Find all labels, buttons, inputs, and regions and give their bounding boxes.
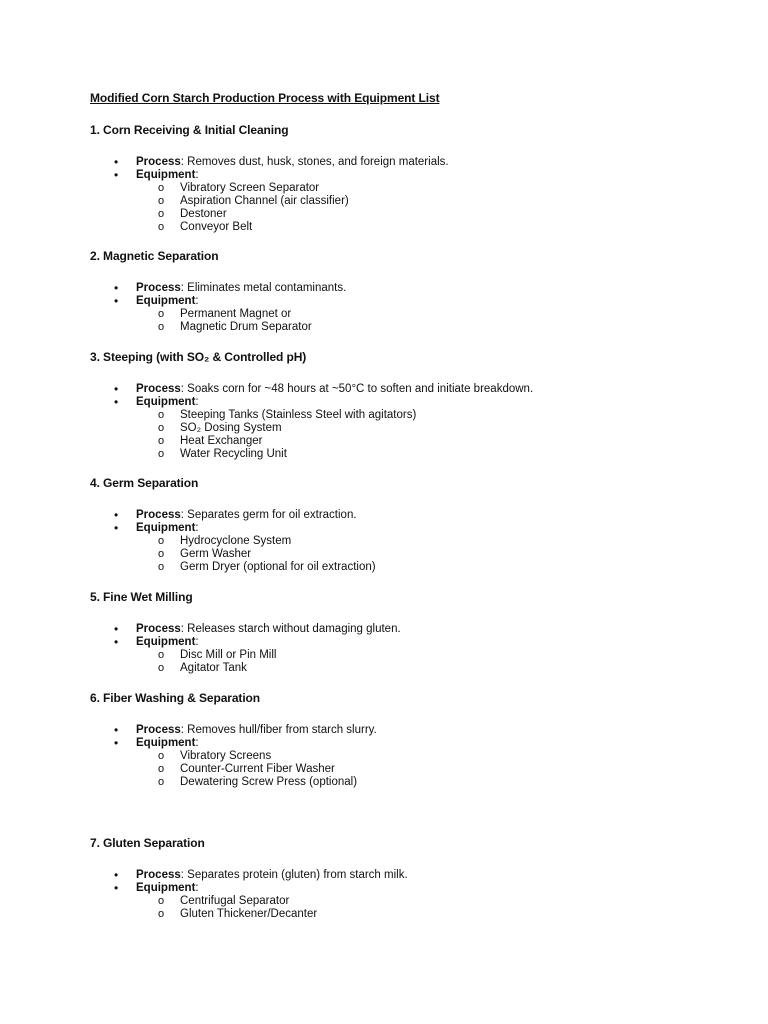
section-heading: 1. Corn Receiving & Initial Cleaning xyxy=(90,123,289,137)
equipment-name: Water Recycling Unit xyxy=(180,448,287,460)
equipment-name: Agitator Tank xyxy=(180,662,247,674)
equipment-list-item xyxy=(90,321,690,334)
circle-bullet-icon: o xyxy=(158,662,165,674)
section-6 xyxy=(90,692,690,789)
bullet-icon: • xyxy=(114,294,119,308)
section-heading: 6. Fiber Washing & Separation xyxy=(90,691,261,705)
bullet-icon: • xyxy=(114,736,119,750)
equipment-list-item xyxy=(90,548,690,561)
equipment-label: Equipment xyxy=(136,295,196,307)
process-item xyxy=(90,869,690,882)
circle-bullet-icon: o xyxy=(158,763,165,775)
section-heading: 3. Steeping (with SO₂ & Controlled pH) xyxy=(90,350,307,364)
circle-bullet-icon: o xyxy=(158,776,165,788)
equipment-colon: : xyxy=(195,882,199,894)
bullet-icon: • xyxy=(114,168,119,182)
section-5 xyxy=(90,591,690,675)
equipment-name: Gluten Thickener/Decanter xyxy=(180,908,318,920)
equipment-item xyxy=(90,169,690,182)
bullet-icon: • xyxy=(114,521,119,535)
equipment-colon: : xyxy=(195,295,199,307)
process-text: : Releases starch without damaging gluten. xyxy=(180,623,401,635)
circle-bullet-icon: o xyxy=(158,422,165,434)
equipment-item xyxy=(90,737,690,750)
circle-bullet-icon: o xyxy=(158,435,165,447)
process-text: : Removes dust, husk, stones, and foreign materials. xyxy=(180,156,449,168)
circle-bullet-icon: o xyxy=(158,208,165,220)
equipment-name: Permanent Magnet or xyxy=(180,308,292,320)
equipment-item xyxy=(90,396,690,409)
equipment-colon: : xyxy=(195,169,199,181)
process-label: Process xyxy=(136,156,181,168)
process-text: : Separates protein (gluten) from starch milk. xyxy=(180,869,408,881)
process-text: : Removes hull/fiber from starch slurry. xyxy=(180,724,377,736)
process-item xyxy=(90,282,690,295)
equipment-list-item xyxy=(90,435,690,448)
equipment-name: Germ Dryer (optional for oil extraction) xyxy=(180,561,376,573)
process-label: Process xyxy=(136,869,181,881)
equipment-list-item xyxy=(90,208,690,221)
section-heading: 7. Gluten Separation xyxy=(90,836,205,850)
equipment-name: Hydrocyclone System xyxy=(180,535,292,547)
circle-bullet-icon: o xyxy=(158,448,165,460)
equipment-list-item xyxy=(90,662,690,675)
equipment-name: Aspiration Channel (air classifier) xyxy=(180,195,349,207)
equipment-colon: : xyxy=(195,636,199,648)
process-text: : Eliminates metal contaminants. xyxy=(180,282,347,294)
equipment-item xyxy=(90,882,690,895)
equipment-list-item xyxy=(90,409,690,422)
circle-bullet-icon: o xyxy=(158,182,165,194)
equipment-list-item xyxy=(90,908,690,921)
document-title: Modified Corn Starch Production Process with Equipment List xyxy=(90,91,440,105)
equipment-list-item xyxy=(90,182,690,195)
bullet-icon: • xyxy=(114,281,119,295)
equipment-list-item xyxy=(90,448,690,461)
equipment-name: Magnetic Drum Separator xyxy=(180,321,312,333)
process-text: : Soaks corn for ~48 hours at ~50°C to soften and initiate breakdown. xyxy=(180,383,534,395)
circle-bullet-icon: o xyxy=(158,321,165,333)
section-2 xyxy=(90,250,690,334)
equipment-label: Equipment xyxy=(136,737,196,749)
circle-bullet-icon: o xyxy=(158,908,165,920)
bullet-icon: • xyxy=(114,508,119,522)
circle-bullet-icon: o xyxy=(158,750,165,762)
circle-bullet-icon: o xyxy=(158,649,165,661)
circle-bullet-icon: o xyxy=(158,308,165,320)
bullet-icon: • xyxy=(114,881,119,895)
equipment-name: Vibratory Screen Separator xyxy=(180,182,320,194)
process-item xyxy=(90,156,690,169)
equipment-name: Steeping Tanks (Stainless Steel with agitators) xyxy=(180,409,417,421)
equipment-label: Equipment xyxy=(136,396,196,408)
equipment-list-item xyxy=(90,776,690,789)
process-label: Process xyxy=(136,724,181,736)
equipment-colon: : xyxy=(195,396,199,408)
equipment-item xyxy=(90,295,690,308)
circle-bullet-icon: o xyxy=(158,195,165,207)
circle-bullet-icon: o xyxy=(158,548,165,560)
process-item xyxy=(90,724,690,737)
process-item xyxy=(90,623,690,636)
process-label: Process xyxy=(136,623,181,635)
equipment-list-item xyxy=(90,195,690,208)
equipment-name: Heat Exchanger xyxy=(180,435,263,447)
equipment-list-item xyxy=(90,895,690,908)
section-heading: 2. Magnetic Separation xyxy=(90,249,219,263)
equipment-list-item xyxy=(90,750,690,763)
equipment-label: Equipment xyxy=(136,636,196,648)
bullet-icon: • xyxy=(114,868,119,882)
circle-bullet-icon: o xyxy=(158,409,165,421)
equipment-name: Conveyor Belt xyxy=(180,221,253,233)
equipment-list-item xyxy=(90,535,690,548)
circle-bullet-icon: o xyxy=(158,535,165,547)
equipment-list-item xyxy=(90,422,690,435)
equipment-item xyxy=(90,636,690,649)
process-item xyxy=(90,383,690,396)
equipment-name: Centrifugal Separator xyxy=(180,895,290,907)
equipment-list-item xyxy=(90,221,690,234)
process-label: Process xyxy=(136,383,181,395)
process-text: : Separates germ for oil extraction. xyxy=(180,509,357,521)
equipment-name: Counter-Current Fiber Washer xyxy=(180,763,335,775)
bullet-icon: • xyxy=(114,395,119,409)
section-1 xyxy=(90,124,690,234)
section-7 xyxy=(90,837,690,921)
process-label: Process xyxy=(136,282,181,294)
circle-bullet-icon: o xyxy=(158,895,165,907)
equipment-name: Disc Mill or Pin Mill xyxy=(180,649,277,661)
section-heading: 4. Germ Separation xyxy=(90,476,199,490)
equipment-list-item xyxy=(90,561,690,574)
equipment-list-item xyxy=(90,763,690,776)
bullet-icon: • xyxy=(114,635,119,649)
process-item xyxy=(90,509,690,522)
section-4 xyxy=(90,477,690,574)
equipment-name: Germ Washer xyxy=(180,548,252,560)
equipment-list-item xyxy=(90,308,690,321)
process-label: Process xyxy=(136,509,181,521)
bullet-icon: • xyxy=(114,382,119,396)
section-3 xyxy=(90,351,690,461)
equipment-label: Equipment xyxy=(136,882,196,894)
equipment-colon: : xyxy=(195,737,199,749)
equipment-name: Destoner xyxy=(180,208,227,220)
bullet-icon: • xyxy=(114,155,119,169)
section-heading: 5. Fine Wet Milling xyxy=(90,590,193,604)
equipment-list-item xyxy=(90,649,690,662)
equipment-label: Equipment xyxy=(136,522,196,534)
circle-bullet-icon: o xyxy=(158,561,165,573)
equipment-name: Dewatering Screw Press (optional) xyxy=(180,776,358,788)
equipment-name: SO₂ Dosing System xyxy=(180,422,282,434)
bullet-icon: • xyxy=(114,622,119,636)
equipment-item xyxy=(90,522,690,535)
circle-bullet-icon: o xyxy=(158,221,165,233)
equipment-label: Equipment xyxy=(136,169,196,181)
equipment-name: Vibratory Screens xyxy=(180,750,272,762)
bullet-icon: • xyxy=(114,723,119,737)
equipment-colon: : xyxy=(195,522,199,534)
